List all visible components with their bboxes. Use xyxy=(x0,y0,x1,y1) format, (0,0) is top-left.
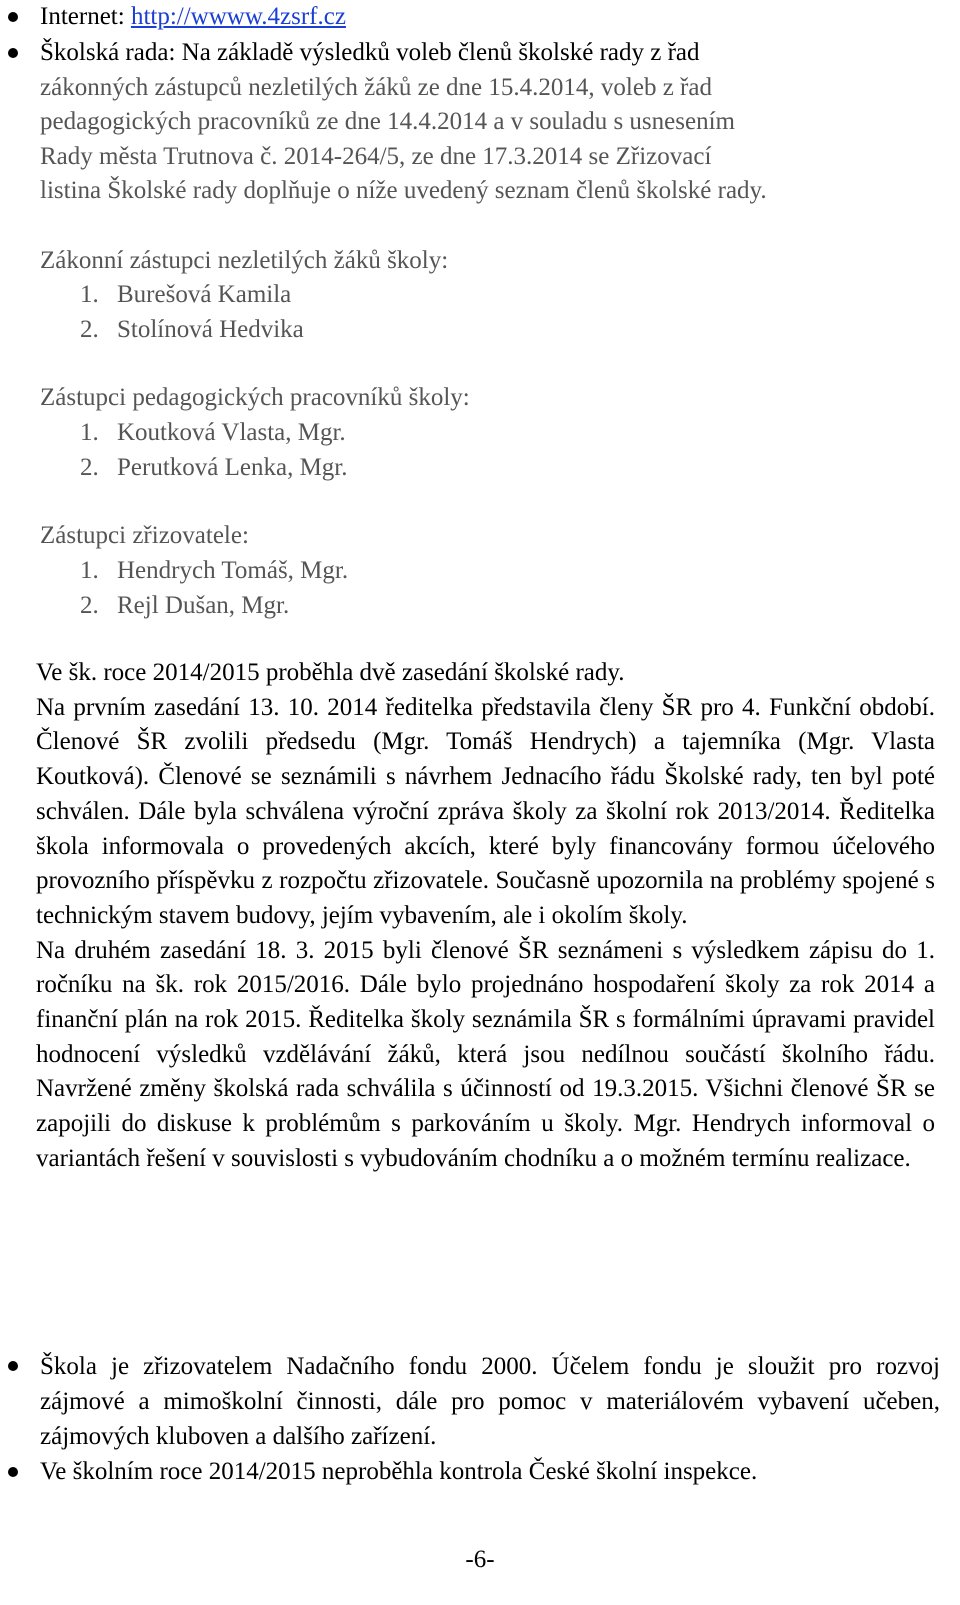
inspection-item xyxy=(40,1455,940,1490)
meetings-section xyxy=(36,656,935,1177)
school-board-line: Rady města Trutnova č. 2014-264/5, ze dne 17.3.2014 se Zřizovací xyxy=(40,142,712,170)
internet-item xyxy=(40,0,940,35)
teachers-heading: Zástupci pedagogických pracovníků školy: xyxy=(40,384,470,411)
website-link[interactable]: http://wwww.4zsrf.cz xyxy=(130,3,346,30)
school-board-line: pedagogických pracovníků ze dne 14.4.2014 a v souladu s usnesením xyxy=(40,108,735,136)
meetings-intro: Ve šk. roce 2014/2015 proběhla dvě zasedání školské rady. xyxy=(36,659,625,686)
bullet-icon xyxy=(8,1467,18,1477)
school-board-line: listina Školské rady doplňuje o níže uvedený seznam členů školské rady. xyxy=(40,177,767,205)
inspection-text: Ve školním roce 2014/2015 neproběhla kontrola České školní inspekce. xyxy=(40,1458,758,1485)
foundation-text: Škola je zřizovatelem Nadačního fondu 2000. Účelem fondu je sloužit pro rozvoj zájmové a mimoškolní činnosti, dále pro pomoc v materiálovém vybavení učeben, zájmových kluboven a dalšího zařízení. xyxy=(40,1353,940,1450)
bullet-icon xyxy=(8,1361,18,1371)
second-meeting-paragraph: Na druhém zasedání 18. 3. 2015 byli členové ŠR seznámeni s výsledkem zápisu do 1. ročníku na šk. rok 2015/2016. Dále bylo projednáno hospodaření školy za rok 2014 a finanční plán na rok 2015. Ředitelka školy seznámila ŠR s formálními úpravami pravidel hodnocení výsledků vzdělávání žáků, která jsou nedílnou součástí školního řádu. Navržené změny školská rada schválila s účinností od 19.3.2015. Všichni členové ŠR se zapojili do diskuse k problémům s parkováním u školy. Mgr. Hendrych informoval o variantách řešení v souvislosti s vybudováním chodníku a o možném termínu realizace. xyxy=(36,936,935,1172)
list-item: 1. Koutková Vlasta, Mgr. xyxy=(80,419,346,446)
parents-list xyxy=(80,278,304,347)
page-number: -6- xyxy=(465,1546,495,1573)
internet-label: Internet: xyxy=(40,3,131,30)
school-board-item xyxy=(40,36,940,209)
foundation-item xyxy=(40,1349,940,1454)
list-item: 2. Perutková Lenka, Mgr. xyxy=(80,453,348,481)
list-item: 2. Stolínová Hedvika xyxy=(80,315,304,343)
teachers-list xyxy=(80,416,348,485)
founder-list xyxy=(80,554,348,623)
parents-heading: Zákonní zástupci nezletilých žáků školy: xyxy=(40,247,449,274)
founder-heading: Zástupci zřizovatele: xyxy=(40,522,249,549)
list-item: 1. Burešová Kamila xyxy=(80,281,292,308)
list-item: 1. Hendrych Tomáš, Mgr. xyxy=(80,557,349,584)
list-item: 2. Rejl Dušan, Mgr. xyxy=(80,591,290,619)
school-board-line: Školská rada: Na základě výsledků voleb členů školské rady z řad xyxy=(40,39,700,66)
bullet-icon xyxy=(8,12,18,22)
school-board-line: zákonných zástupců nezletilých žáků ze dne 15.4.2014, voleb z řad xyxy=(40,73,712,101)
bullet-icon xyxy=(8,48,18,58)
first-meeting-paragraph: Na prvním zasedání 13. 10. 2014 ředitelka představila členy ŠR pro 4. Funkční období. Členové ŠR zvolili předsedu (Mgr. Tomáš Hendrych) a tajemníka (Mgr. Vlasta Koutková). Členové se seznámili s návrhem Jednacího řádu Školské rady, ten byl poté schválen. Dále byla schválena výroční zpráva školy za školní rok 2013/2014. Ředitelka škola informovala o provedených akcích, které byly financovány formou účelového provozního příspěvku z rozpočtu zřizovatele. Současně upozornila na problémy spojené s technickým stavem budovy, jejím vybavením, ale i okolím školy. xyxy=(36,693,935,929)
